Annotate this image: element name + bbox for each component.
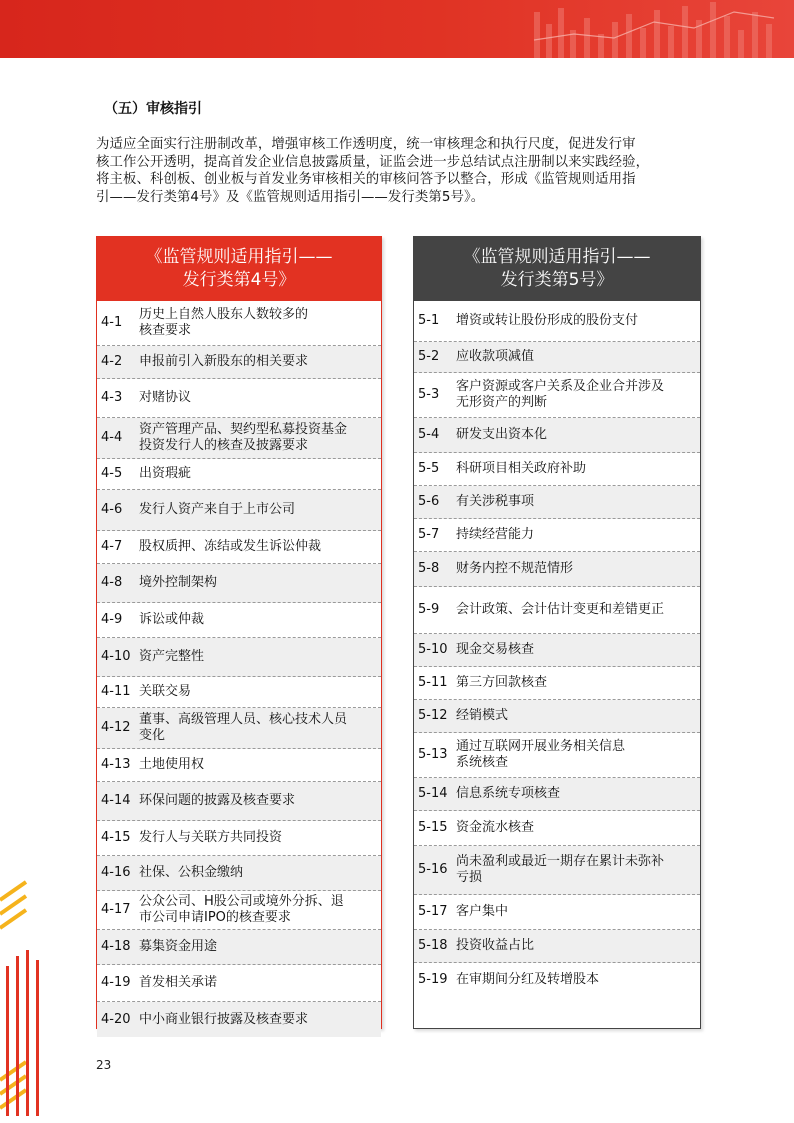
table-row — [414, 301, 700, 342]
intro-line: 为适应全面实行注册制改革，增强审核工作透明度，统一审核理念和执行尺度，促进发行审 — [96, 137, 636, 152]
row-text — [456, 313, 700, 329]
table-row — [97, 856, 381, 891]
intro-line: 将主板、科创板、创业板与首发业务审核相关的审核问答予以整合，形成《监管规则适用指 — [96, 172, 636, 188]
row-number: 5-17 — [418, 904, 448, 919]
table-row — [414, 667, 700, 700]
row-number: 5-12 — [418, 708, 448, 723]
row-text — [139, 939, 381, 955]
row-number: 4-14 — [101, 793, 131, 808]
row-text-line: 会计政策、会计估计变更和差错更正 — [456, 602, 665, 617]
table-row — [97, 603, 381, 638]
table-row — [414, 895, 700, 930]
row-text-line: 现金交易核查 — [456, 642, 535, 657]
row-text-line: 资产完整性 — [139, 649, 205, 664]
row-number: 5-1 — [418, 313, 440, 328]
row-number: 5-8 — [418, 561, 440, 576]
table-row — [97, 531, 381, 564]
row-number: 4-4 — [101, 430, 123, 445]
row-text-line: 第三方回款核查 — [456, 675, 548, 690]
row-text — [456, 854, 700, 886]
table-title-line: 发行类第5号》 — [500, 270, 614, 290]
row-number: 5-2 — [418, 349, 440, 364]
row-text — [456, 708, 700, 724]
row-text — [139, 390, 381, 406]
table-row — [97, 301, 381, 346]
row-text-line: 对赌协议 — [139, 390, 192, 405]
row-number: 5-3 — [418, 387, 440, 402]
table-row — [97, 708, 381, 749]
row-text — [139, 757, 381, 773]
row-number: 4-1 — [101, 315, 123, 330]
table-header — [97, 237, 381, 301]
guideline-table-5 — [413, 236, 701, 1029]
row-number: 5-10 — [418, 642, 448, 657]
row-text — [456, 527, 700, 543]
top-banner — [0, 0, 794, 58]
table-row — [97, 821, 381, 856]
row-text — [456, 972, 700, 988]
table-title-line: 《监管规则适用指引—— — [463, 247, 651, 267]
row-number: 4-8 — [101, 575, 123, 590]
intro-paragraph — [96, 136, 696, 206]
table-row — [414, 373, 700, 418]
row-text-line: 信息系统专项核查 — [456, 786, 561, 801]
row-number: 5-7 — [418, 527, 440, 542]
table-row — [97, 965, 381, 1002]
table-title-line: 《监管规则适用指引—— — [145, 247, 333, 267]
row-text — [139, 830, 381, 846]
row-text — [456, 938, 700, 954]
table-row — [97, 749, 381, 782]
table-row — [414, 342, 700, 373]
row-text — [456, 642, 700, 658]
row-text-line: 核查要求 — [139, 323, 192, 338]
row-text-line: 社保、公积金缴纳 — [139, 865, 244, 880]
row-text-line: 资金流水核查 — [456, 820, 535, 835]
table-row — [97, 930, 381, 965]
table-title-line: 发行类第4号》 — [182, 270, 296, 290]
table-row — [414, 846, 700, 895]
intro-line: 引——发行类第4号》及《监管规则适用指引——发行类第5号》。 — [96, 189, 485, 205]
page-number: 23 — [96, 1058, 112, 1072]
table-row — [97, 490, 381, 531]
table-row — [97, 677, 381, 708]
row-number: 4-19 — [101, 975, 131, 990]
row-number: 5-18 — [418, 938, 448, 953]
row-text — [456, 427, 700, 443]
row-text — [139, 894, 381, 926]
row-text — [456, 820, 700, 836]
row-text-line: 变化 — [139, 728, 166, 743]
row-text — [139, 575, 381, 591]
bar-chart-decoration-icon — [434, 0, 794, 58]
row-text-line: 土地使用权 — [139, 757, 205, 772]
table-row — [414, 587, 700, 634]
row-text-line: 首发相关承诺 — [139, 975, 218, 990]
row-number: 4-18 — [101, 939, 131, 954]
row-text-line: 亏损 — [456, 870, 483, 885]
table-row — [97, 379, 381, 418]
row-text — [139, 422, 381, 454]
row-text-line: 董事、高级管理人员、核心技术人员 — [139, 712, 348, 727]
table-row — [97, 782, 381, 821]
row-number: 5-9 — [418, 602, 440, 617]
row-number: 5-13 — [418, 747, 448, 762]
row-text-line: 公众公司、H股公司或境外分拆、退 — [139, 894, 344, 909]
table-row — [414, 733, 700, 778]
row-text — [456, 494, 700, 510]
row-text-line: 中小商业银行披露及核查要求 — [139, 1011, 309, 1027]
row-text-line: 发行人资产来自于上市公司 — [139, 502, 296, 517]
table-row — [97, 638, 381, 677]
row-number: 4-5 — [101, 466, 123, 481]
row-text — [139, 793, 381, 809]
table-row — [414, 634, 700, 667]
row-text — [139, 307, 381, 339]
row-number: 4-16 — [101, 865, 131, 880]
row-text-line: 投资收益占比 — [456, 938, 535, 953]
table-row — [414, 700, 700, 733]
table-row — [97, 891, 381, 930]
row-text — [139, 539, 381, 555]
row-number: 5-14 — [418, 786, 448, 801]
row-text-line: 科研项目相关政府补助 — [456, 461, 587, 476]
row-text — [139, 649, 381, 665]
table-row — [97, 346, 381, 379]
row-text-line: 市公司申请IPO的核查要求 — [139, 910, 291, 925]
row-number: 4-12 — [101, 720, 131, 735]
row-number: 5-19 — [418, 972, 448, 987]
row-text-line: 客户集中 — [456, 904, 509, 919]
row-number: 4-3 — [101, 390, 123, 405]
row-number: 5-4 — [418, 427, 440, 442]
section-title: （五）审核指引 — [104, 101, 202, 117]
row-text-line: 经销模式 — [456, 708, 509, 723]
row-text — [139, 1012, 381, 1028]
table-row — [414, 486, 700, 519]
table-row — [97, 459, 381, 490]
row-text — [139, 612, 381, 628]
table-row — [414, 963, 700, 997]
row-text — [139, 865, 381, 881]
table-row — [414, 418, 700, 453]
row-text — [456, 461, 700, 477]
row-text — [456, 675, 700, 691]
row-text — [456, 739, 700, 771]
row-number: 4-13 — [101, 757, 131, 772]
row-text-line: 资产管理产品、契约型私募投资基金 — [139, 422, 348, 437]
row-text-line: 出资瑕疵 — [139, 466, 192, 481]
row-text-line: 尚未盈利或最近一期存在累计未弥补 — [456, 854, 665, 869]
row-text — [139, 502, 381, 518]
row-number: 4-6 — [101, 502, 123, 517]
row-text — [456, 379, 700, 411]
row-text — [456, 602, 700, 618]
row-text-line: 关联交易 — [139, 684, 192, 699]
row-text-line: 应收款项减值 — [456, 349, 535, 364]
row-text-line: 诉讼或仲裁 — [139, 612, 205, 627]
table-row — [414, 453, 700, 486]
corner-stripes-decoration-icon — [0, 880, 60, 1123]
row-text — [456, 904, 700, 920]
row-number: 5-6 — [418, 494, 440, 509]
row-text — [456, 349, 700, 365]
row-text — [139, 354, 381, 370]
row-number: 4-20 — [101, 1011, 131, 1027]
row-text — [139, 712, 381, 744]
table-row — [97, 418, 381, 459]
row-text-line: 财务内控不规范情形 — [456, 561, 574, 576]
table-row — [414, 778, 700, 811]
row-text-line: 通过互联网开展业务相关信息 — [456, 739, 626, 754]
row-text-line: 境外控制架构 — [139, 575, 218, 590]
row-number: 4-7 — [101, 539, 123, 554]
row-text-line: 发行人与关联方共同投资 — [139, 830, 283, 845]
row-text-line: 增资或转让股份形成的股份支付 — [456, 313, 639, 328]
row-number: 5-16 — [418, 862, 448, 877]
table-row — [414, 930, 700, 963]
row-text-line: 研发支出资本化 — [456, 427, 548, 442]
table-header — [414, 237, 700, 301]
row-text — [139, 975, 381, 991]
row-text-line: 投资发行人的核查及披露要求 — [139, 438, 309, 453]
row-text-line: 募集资金用途 — [139, 939, 218, 954]
row-number: 4-15 — [101, 830, 131, 845]
row-text — [139, 684, 381, 700]
row-number: 4-2 — [101, 354, 123, 369]
row-text-line: 历史上自然人股东人数较多的 — [139, 307, 309, 322]
row-number: 4-11 — [101, 684, 131, 699]
row-text — [139, 466, 381, 482]
row-text-line: 无形资产的判断 — [456, 395, 548, 410]
row-number: 4-10 — [101, 649, 131, 664]
table-body — [414, 301, 700, 997]
row-text — [456, 561, 700, 577]
row-text-line: 在审期间分红及转增股本 — [456, 972, 600, 987]
row-number: 5-15 — [418, 820, 448, 835]
row-number: 5-11 — [418, 675, 448, 690]
row-text-line: 股权质押、冻结或发生诉讼仲裁 — [139, 539, 322, 554]
intro-line: 核工作公开透明，提高首发企业信息披露质量，证监会进一步总结试点注册制以来实践经验， — [96, 154, 650, 170]
row-text-line: 客户资源或客户关系及企业合并涉及 — [456, 379, 665, 394]
row-text-line: 环保问题的披露及核查要求 — [139, 793, 296, 808]
row-text — [456, 786, 700, 802]
table-row — [414, 552, 700, 587]
table-row — [414, 519, 700, 552]
row-text-line: 系统核查 — [456, 755, 509, 770]
row-text-line: 持续经营能力 — [456, 527, 535, 542]
table-row — [97, 1002, 381, 1037]
row-number: 4-9 — [101, 612, 123, 627]
row-text-line: 申报前引入新股东的相关要求 — [139, 354, 309, 369]
row-text-line: 有关涉税事项 — [456, 494, 535, 509]
table-body — [97, 301, 381, 1037]
table-row — [97, 564, 381, 603]
row-number: 5-5 — [418, 461, 440, 476]
guideline-table-4 — [96, 236, 382, 1029]
row-number: 4-17 — [101, 902, 131, 917]
table-row — [414, 811, 700, 846]
